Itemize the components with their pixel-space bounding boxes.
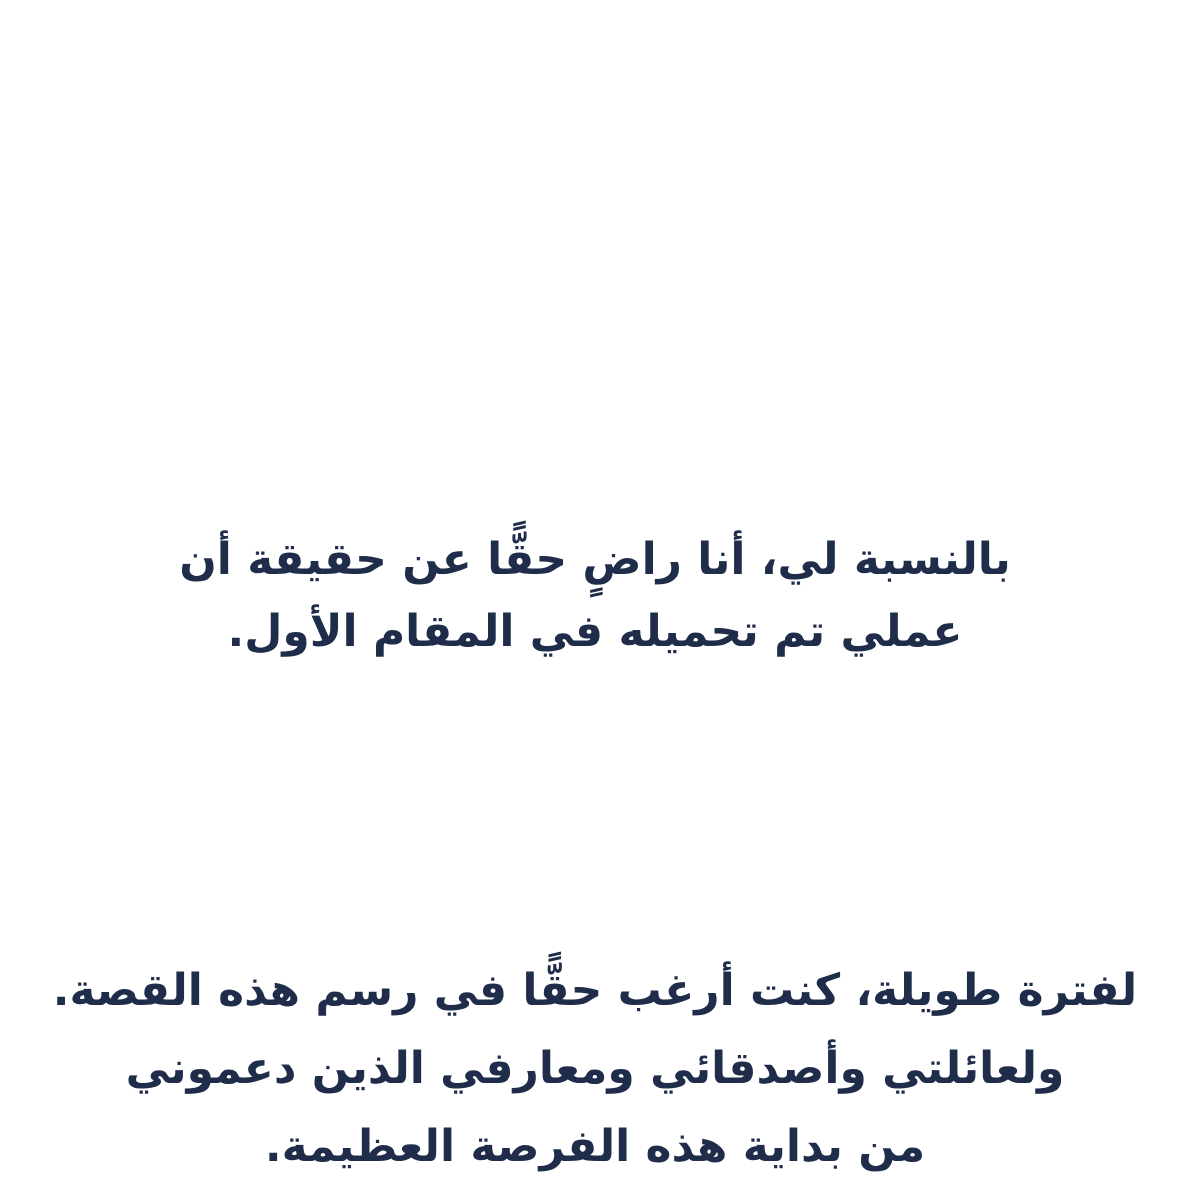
paragraph-2-line-2: ولعائلتي وأصدقائي ومعارفي الذين دعموني — [125, 1043, 1065, 1094]
paragraph-1-line-1: بالنسبة لي، أنا راضٍ حقًّا عن حقيقة أن — [179, 534, 1011, 585]
paragraph-1-line-2: عملي تم تحميله في المقام الأول. — [227, 606, 963, 657]
paragraph-2-line-1: لفترة طويلة، كنت أرغب حقًّا في رسم هذه القصة. — [52, 965, 1138, 1016]
paragraph-2-line-3: من بداية هذه الفرصة العظيمة. — [264, 1121, 926, 1172]
paragraph-thanks — [0, 952, 1190, 1186]
paragraph-upload-satisfaction — [0, 524, 1190, 668]
